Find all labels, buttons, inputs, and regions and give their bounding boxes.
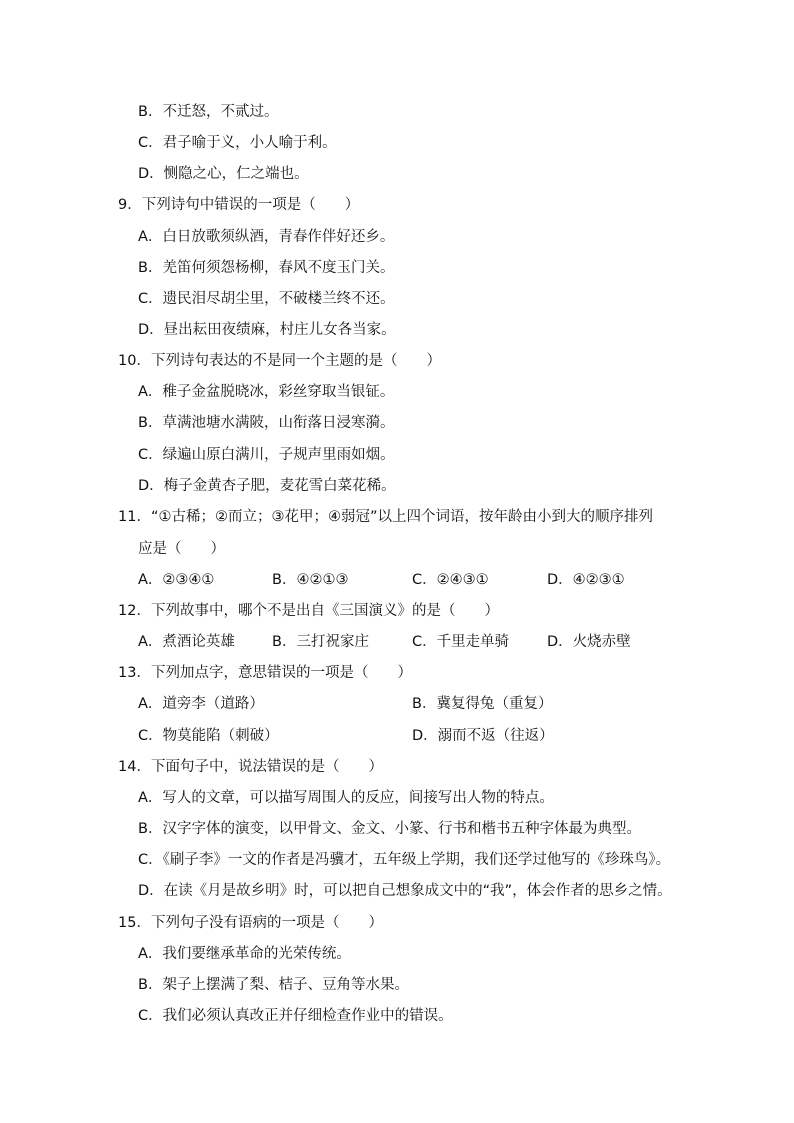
q13-option-b: B．冀复得兔（重复）	[412, 696, 553, 712]
q11-option-a: A．②③④①	[138, 572, 215, 588]
q12-option-d: D．火烧赤壁	[547, 634, 631, 650]
q8-option-b: B．不迁怒，不贰过。	[138, 104, 279, 120]
q12-options	[138, 632, 678, 652]
q15-option-b: B．架子上摆满了梨、桔子、豆角等水果。	[138, 977, 409, 993]
q9-option-b: B．羌笛何须怨杨柳，春风不度玉门关。	[138, 260, 395, 276]
q10-option-d: D．梅子金黄杏子肥，麦花雪白菜花稀。	[138, 478, 396, 494]
q9-option-d: D．昼出耘田夜绩麻，村庄儿女各当家。	[138, 322, 396, 338]
q14-option-a: A．写人的文章，可以描写周围人的反应，间接写出人物的特点。	[138, 790, 554, 806]
q11-stem: 11．“①古稀；②而立；③花甲；④弱冠”以上四个词语，按年龄由小到大的顺序排列	[118, 509, 653, 525]
q13-options-row1	[138, 694, 678, 714]
q11-option-c: C．②④③①	[412, 572, 489, 588]
q15-stem: 15．下列句子没有语病的一项是（ ）	[118, 915, 383, 931]
q9-stem: 9．下列诗句中错误的一项是（ ）	[118, 197, 360, 213]
q13-option-c: C．物莫能陷（刺破）	[138, 728, 279, 744]
q8-option-d: D．恻隐之心，仁之端也。	[138, 166, 309, 182]
q14-option-c: C．《刷子李》一文的作者是冯骥才，五年级上学期，我们还学过他写的《珍珠鸟》。	[138, 852, 671, 868]
q11-options	[138, 570, 678, 590]
q13-stem: 13．下列加点字，意思错误的一项是（ ）	[118, 665, 412, 681]
q10-option-b: B．草满池塘水满陂，山衔落日浸寒漪。	[138, 415, 395, 431]
q12-stem: 12．下列故事中，哪个不是出自《三国演义》的是（ ）	[118, 603, 499, 619]
q11-option-b: B．④②①③	[272, 572, 349, 588]
q8-option-c: C．君子喻于义，小人喻于利。	[138, 135, 337, 151]
q12-option-b: B．三打祝家庄	[272, 634, 369, 650]
q12-option-c: C．千里走单骑	[412, 634, 510, 650]
q12-option-a: A．煮酒论英雄	[138, 634, 235, 650]
q13-option-d: D．溺而不返（往返）	[412, 728, 554, 744]
q11-option-d: D．④②③①	[547, 572, 625, 588]
q14-option-d: D．在读《月是故乡明》时，可以把自己想象成文中的“我”，体会作者的思乡之情。	[138, 883, 672, 899]
q9-option-a: A．白日放歌须纵酒，青春作伴好还乡。	[138, 229, 395, 245]
q14-stem: 14．下面句子中，说法错误的是（ ）	[118, 759, 383, 775]
q13-options-row2	[138, 726, 678, 746]
q10-stem: 10．下列诗句表达的不是同一个主题的是（ ）	[118, 353, 441, 369]
q13-option-a: A．道旁李（道路）	[138, 696, 264, 712]
q15-option-c: C．我们必须认真改正并仔细检查作业中的错误。	[138, 1008, 453, 1024]
q14-option-b: B．汉字字体的演变，以甲骨文、金文、小篆、行书和楷书五种字体最为典型。	[138, 821, 641, 837]
q10-option-c: C．绿遍山原白满川，子规声里雨如烟。	[138, 447, 395, 463]
q10-option-a: A．稚子金盆脱晓冰，彩丝穿取当银钲。	[138, 384, 395, 400]
q15-option-a: A．我们要继承革命的光荣传统。	[138, 946, 351, 962]
q9-option-c: C．遗民泪尽胡尘里，不破楼兰终不还。	[138, 291, 395, 307]
q11-stem-continued: 应是（ ）	[138, 541, 225, 557]
